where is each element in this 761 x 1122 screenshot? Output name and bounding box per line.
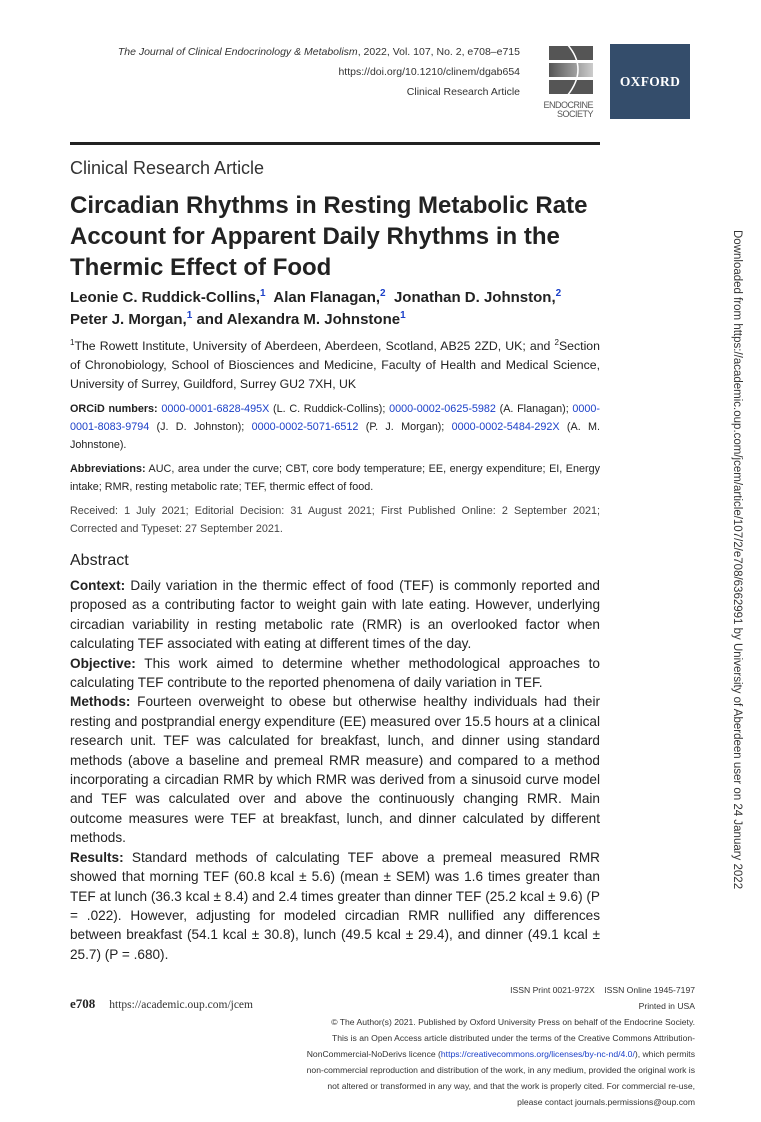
orcid-link[interactable]: 0000-0002-5071-6512 (251, 421, 359, 433)
license: This is an Open Access article distributed under the terms of the Creative Commons Attribution-NonCommercial-NoDerivs licence (https://creativecommons.org/licenses/by-nc-nd/4.0/), which permits non-commercial reproduction and distribution of the work, in any medium, provided the original work is not altered or transformed in any way, and that the work is properly cited. For commercial re-use, please contact journals.permissions@oup.com (306, 1033, 695, 1108)
abstract-methods: Methods: Fourteen overweight to obese but otherwise healthy individuals had their resting and postprandial energy expenditure (EE) measured over 15.5 hours at a clinical research unit. TEF was calculated for breakfast, lunch, and dinner using standard methods (above a baseline and premeal RMR measure) and compared to a method incorporating a circadian RMR by which RMR was derived from a sinusoid curve model and TEF was calculated over and above the continuously changing RMR. Main outcome measures were TEF at breakfast, lunch, and dinner calculated by different methods. (70, 694, 600, 846)
abbreviations: Abbreviations: AUC, area under the curve; CBT, core body temperature; EE, energy expenditure; EI, Energy intake; RMR, resting metabolic rate; TEF, thermic effect of food. (70, 463, 600, 493)
abstract-context: Context: Daily variation in the thermic effect of food (TEF) is commonly reported and proposed as a contributing factor to weight gain with late eating. However, underlying circadian variability in resting metabolic rate (RMR) is an overlooked factor when calculating TEF associated with eating at different times of the day. (70, 578, 600, 652)
abstract-results: Results: Standard methods of calculating TEF above a premeal measured RMR showed that morning TEF (60.8 kcal ± 5.6) (mean ± SEM) was 1.6 times greater than TEF at lunch (36.3 kcal ± 8.4) and 2.4 times greater than dinner TEF (25.2 kcal ± 9.6) (P = .022). However, adjusting for modeled circadian RMR nullified any differences between breakfast (54.1 kcal ± 30.8), lunch (49.5 kcal ± 29.4), and dinner (49.1 kcal ± 25.7) (P = .680). (70, 849, 600, 962)
orcid-link[interactable]: 0000-0001-6828-495X (161, 403, 270, 415)
journal-name: The Journal of Clinical Endocrinology & Metabolism (117, 46, 358, 58)
author: Alan Flanagan,$^2$ (273, 288, 386, 306)
license-link[interactable]: https://creativecommons.org/licenses/by-nc-nd/4.0/ (440, 1049, 635, 1060)
page-number: e708 (70, 996, 96, 1012)
affiliation-ref[interactable]: 2 (555, 288, 562, 299)
orcid-link[interactable]: 0000-0002-0625-5982 (389, 403, 496, 415)
oxford-logo: OXFORD (610, 44, 690, 119)
affiliations: $^1$The Rowett Institute, University of Aberdeen, Aberdeen, Scotland, AB25 2ZD, UK; and $^2$Section of Chronobiology, School of Biosciences and Medicine, Faculty of Health and Medical Science, University of Surrey, Guildford, Surrey GU2 7XH, UK (70, 337, 600, 391)
received-dates: Received: 1 July 2021; Editorial Decision: 31 August 2021; First Published Online: 2 September 2021; Corrected and Typeset: 27 September 2021. (70, 505, 600, 535)
author: Peter J. Morgan,$^1$ (70, 310, 193, 328)
affiliation-ref[interactable]: 2 (380, 288, 386, 299)
logo-text: SOCIETY (556, 109, 593, 119)
main-column (70, 0, 695, 1122)
download-note: Downloaded from https://academic.oup.com/jcem/article/107/2/e708/6362991 by University of Aberdeen user on 24 January 2022 (731, 230, 743, 890)
citation: , 2022, Vol. 107, No. 2, e708–e715 (357, 46, 520, 58)
article-title: Circadian Rhythms in Resting Metabolic Rate Account for Apparent Daily Rhythms in the Thermic Effect of Food (70, 192, 588, 281)
author: Leonie C. Ruddick-Collins,$^1$ (70, 288, 266, 306)
author: and Alexandra M. Johnstone$^1$ (196, 310, 406, 328)
abstract-body (70, 576, 600, 964)
orcid-link[interactable]: 0000-0002-5484-292X (451, 421, 560, 433)
orcid-numbers: ORCiD numbers: 0000-0001-6828-495X (L. C. Ruddick-Collins); 0000-0002-0625-5982 (A. Flanagan); 0000-0001-8083-9794 (J. D. Johnston); 0000-0002-5071-6512 (P. J. Morgan); 0000-0002-5484-292X (A. M. Johnstone). (70, 403, 601, 451)
orcid-link[interactable]: 0000-0001-8083-9794 (70, 403, 601, 433)
issn: ISSN Print 0021-972X ISSN Online 1945-7197 (510, 985, 695, 996)
affiliation-ref[interactable]: 1 (186, 310, 193, 321)
author-list (70, 287, 600, 331)
author: Jonathan D. Johnston,$^2$ (393, 288, 562, 306)
header-article-type: Clinical Research Article (406, 86, 520, 98)
printed-in: Printed in USA (638, 1001, 695, 1012)
page-footer (70, 982, 695, 1122)
logo-text: ENDOCRINE (543, 100, 593, 110)
affiliation-ref[interactable]: 1 (260, 288, 266, 299)
abstract-heading: Abstract (70, 552, 129, 569)
orcid-label: ORCiD numbers: (70, 403, 158, 415)
footer-left (70, 982, 253, 1012)
copyright: © The Author(s) 2021. Published by Oxford University Press on behalf of the Endocrine Society. (331, 1017, 695, 1028)
journal-url[interactable]: https://academic.oup.com/jcem (109, 999, 253, 1012)
footer-notice (305, 982, 695, 1110)
doi-link[interactable]: https://doi.org/10.1210/clinem/dgab654 (338, 66, 520, 78)
article-type: Clinical Research Article (70, 158, 265, 178)
abstract-objective: Objective: This work aimed to determine whether methodological approaches to calculating TEF contribute to the reported phenomena of daily variation in TEF. (70, 655, 600, 691)
affiliation-ref[interactable]: 1 (400, 310, 406, 321)
